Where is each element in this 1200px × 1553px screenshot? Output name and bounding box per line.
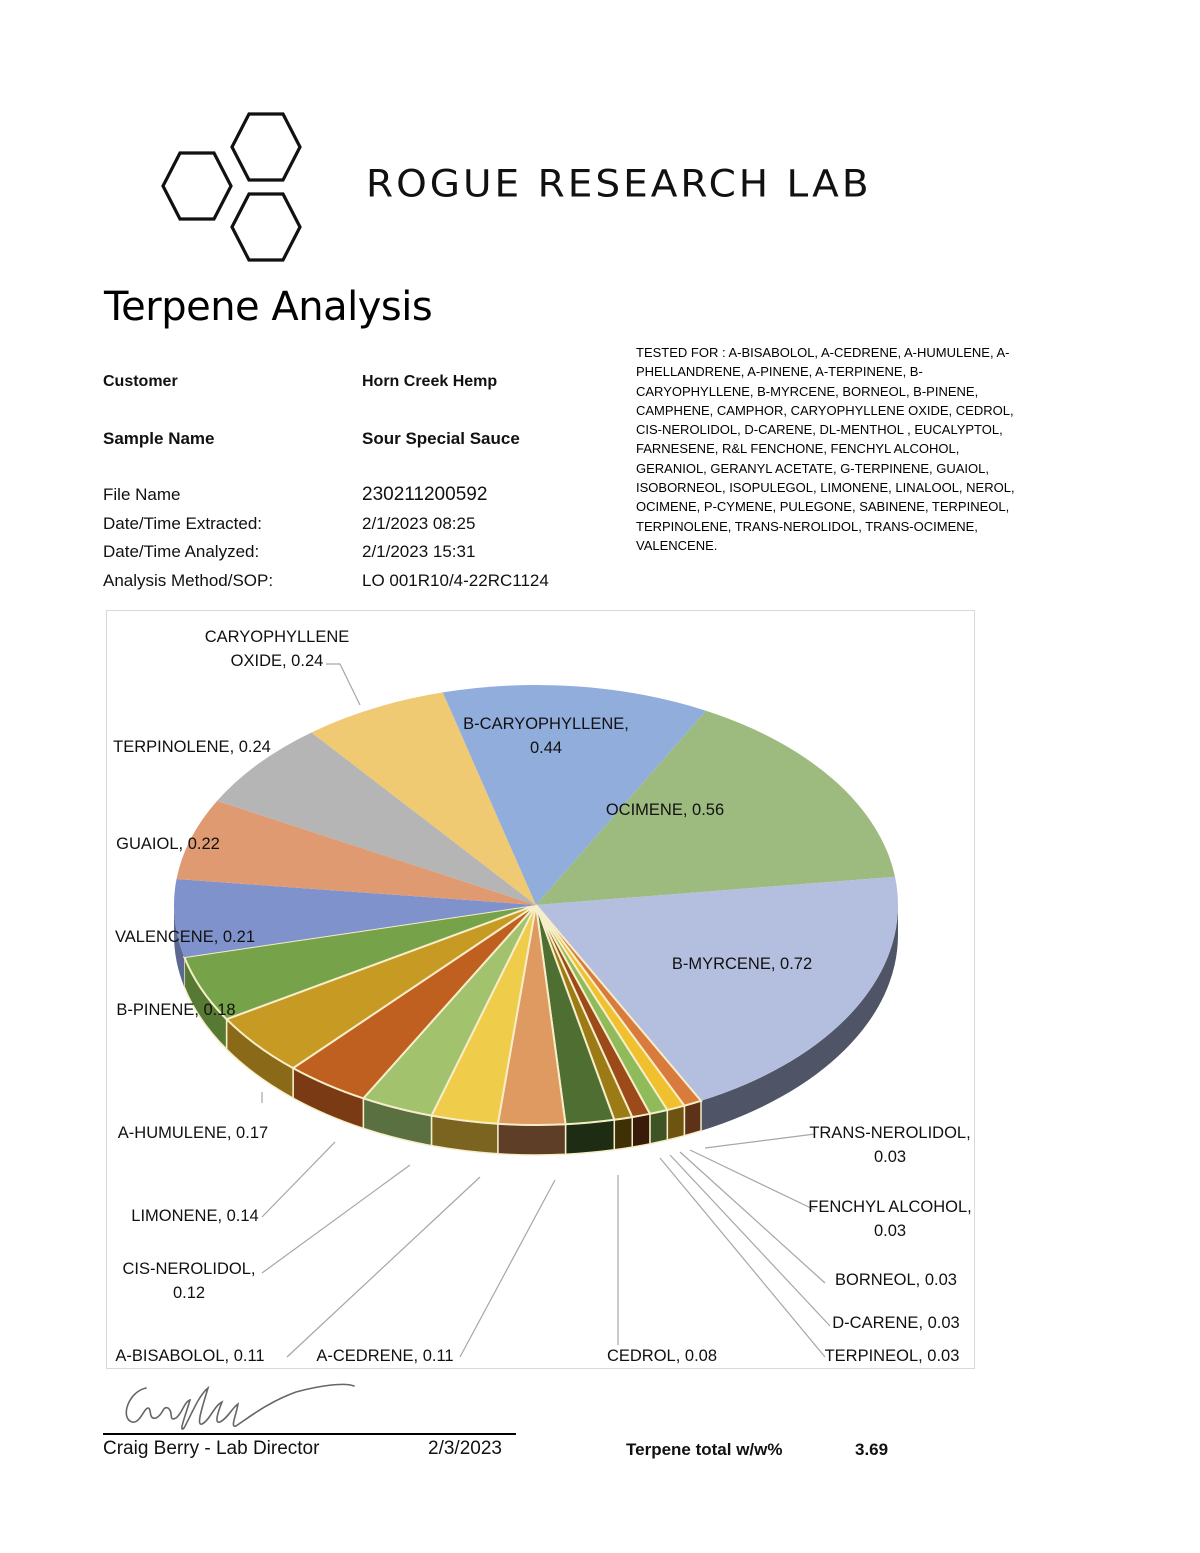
data-label <box>436 712 656 760</box>
data-label-line: A-BISABOLOL, 0.11 <box>115 1347 265 1365</box>
file-name-label: File Name <box>103 485 181 504</box>
pie-slice-side <box>667 1106 684 1140</box>
data-label <box>786 1311 1006 1335</box>
data-label-line: TERPINOLENE, 0.24 <box>113 738 271 756</box>
analyzed-label: Date/Time Analyzed: <box>103 542 260 561</box>
data-label-line: OCIMENE, 0.56 <box>605 801 725 819</box>
data-label-line: TERPINEOL, 0.03 <box>824 1347 960 1365</box>
data-label-line: CARYOPHYLLENE <box>204 628 350 646</box>
extracted-value: 2/1/2023 08:25 <box>362 514 476 533</box>
pie-slice-side <box>632 1114 650 1147</box>
data-label-line: A-HUMULENE, 0.17 <box>117 1124 269 1142</box>
method-label: Analysis Method/SOP: <box>103 571 274 590</box>
data-label-line: B-PINENE, 0.18 <box>116 1001 236 1019</box>
data-label <box>555 798 775 822</box>
handwritten-signature-icon <box>118 1378 368 1438</box>
data-label <box>79 1257 299 1305</box>
data-label-line: A-CEDRENE, 0.11 <box>316 1347 454 1365</box>
data-label-line: CIS-NEROLIDOL, <box>122 1260 256 1278</box>
data-label <box>786 1268 1006 1292</box>
leader-line <box>287 1177 480 1357</box>
signature-date: 2/3/2023 <box>428 1438 502 1459</box>
data-label <box>782 1344 1002 1368</box>
data-label <box>83 1121 303 1145</box>
data-label-line: 0.12 <box>172 1284 206 1302</box>
sample-name-label: Sample Name <box>103 429 215 448</box>
data-label <box>167 625 387 673</box>
signature-line <box>103 1433 516 1435</box>
terpene-total-value: 3.69 <box>855 1440 889 1459</box>
pie-slice-side <box>566 1120 615 1154</box>
pie-slice-side <box>650 1110 667 1144</box>
data-label-line: VALENCENE, 0.21 <box>114 928 255 946</box>
file-name-value: 230211200592 <box>362 484 488 505</box>
signer-name: Craig Berry - Lab Director <box>103 1438 320 1459</box>
lab-name: ROGUE RESEARCH LAB <box>366 163 872 206</box>
data-label <box>85 1204 305 1228</box>
data-label-line: BORNEOL, 0.03 <box>835 1271 957 1289</box>
pie-slice-side <box>614 1117 632 1150</box>
data-label <box>58 832 278 856</box>
data-label <box>780 1121 1000 1169</box>
data-label-line: 0.03 <box>873 1222 907 1240</box>
data-label <box>80 1344 300 1368</box>
data-label <box>275 1344 495 1368</box>
data-label <box>66 998 286 1022</box>
data-label-line: CEDROL, 0.08 <box>606 1347 718 1365</box>
pie-slice-side <box>498 1124 566 1155</box>
data-label-line: FENCHYL ALCOHOL, <box>808 1198 972 1216</box>
data-label-line: GUAIOL, 0.22 <box>116 835 220 853</box>
data-label-line: B-CARYOPHYLLENE, <box>463 715 629 733</box>
data-label-line: 0.44 <box>529 739 563 757</box>
leader-line <box>460 1180 555 1357</box>
sample-name-value: Sour Special Sauce <box>362 429 520 448</box>
pie-slice-side <box>684 1101 701 1136</box>
data-label-line: TRANS-NEROLIDOL, <box>809 1124 971 1142</box>
data-label-line: LIMONENE, 0.14 <box>131 1207 259 1225</box>
page-title: Terpene Analysis <box>104 284 433 330</box>
data-label-line: B-MYRCENE, 0.72 <box>671 955 813 973</box>
extracted-label: Date/Time Extracted: <box>103 514 263 533</box>
analyzed-value: 2/1/2023 15:31 <box>362 542 476 561</box>
tested-for-list: TESTED FOR : A-BISABOLOL, A-CEDRENE, A-HUMULENE, A-PHELLANDRENE, A-PINENE, A-TERPINENE, B-CARYOPHYLLENE, B-MYRCENE, BORNEOL, B-PINENE, CAMPHENE, CAMPHOR, CARYOPHYLLENE OXIDE, CEDROL, CIS-NEROLIDOL, D-CARENE, DL-MENTHOL , EUCALYPTOL, FARNESENE, R&L FENCHONE, FENCHYL ALCOHOL, GERANIOL, GERANYL ACETATE, G-TERPINENE, GUAIOL, ISOBORNEOL, ISOPULEGOL, LIMONENE, LINALOOL, NEROL, OCIMENE, P-CYMENE, PULEGONE, SABINENE, TERPINEOL, TERPINOLENE, TRANS-NEROLIDOL, TRANS-OCIMENE, VALENCENE. <box>636 345 1015 553</box>
data-label-line: D-CARENE, 0.03 <box>832 1314 960 1332</box>
data-label <box>780 1195 1000 1243</box>
data-label <box>552 1344 772 1368</box>
data-label-line: 0.03 <box>873 1148 907 1166</box>
data-label <box>82 735 302 759</box>
data-label-line: OXIDE, 0.24 <box>230 652 324 670</box>
customer-label: Customer <box>103 373 178 390</box>
method-value: LO 001R10/4-22RC1124 <box>362 571 549 590</box>
customer-value: Horn Creek Hemp <box>362 373 498 390</box>
data-label <box>632 952 852 976</box>
terpene-total-label: Terpene total w/w% <box>626 1440 783 1459</box>
data-label <box>75 925 295 949</box>
